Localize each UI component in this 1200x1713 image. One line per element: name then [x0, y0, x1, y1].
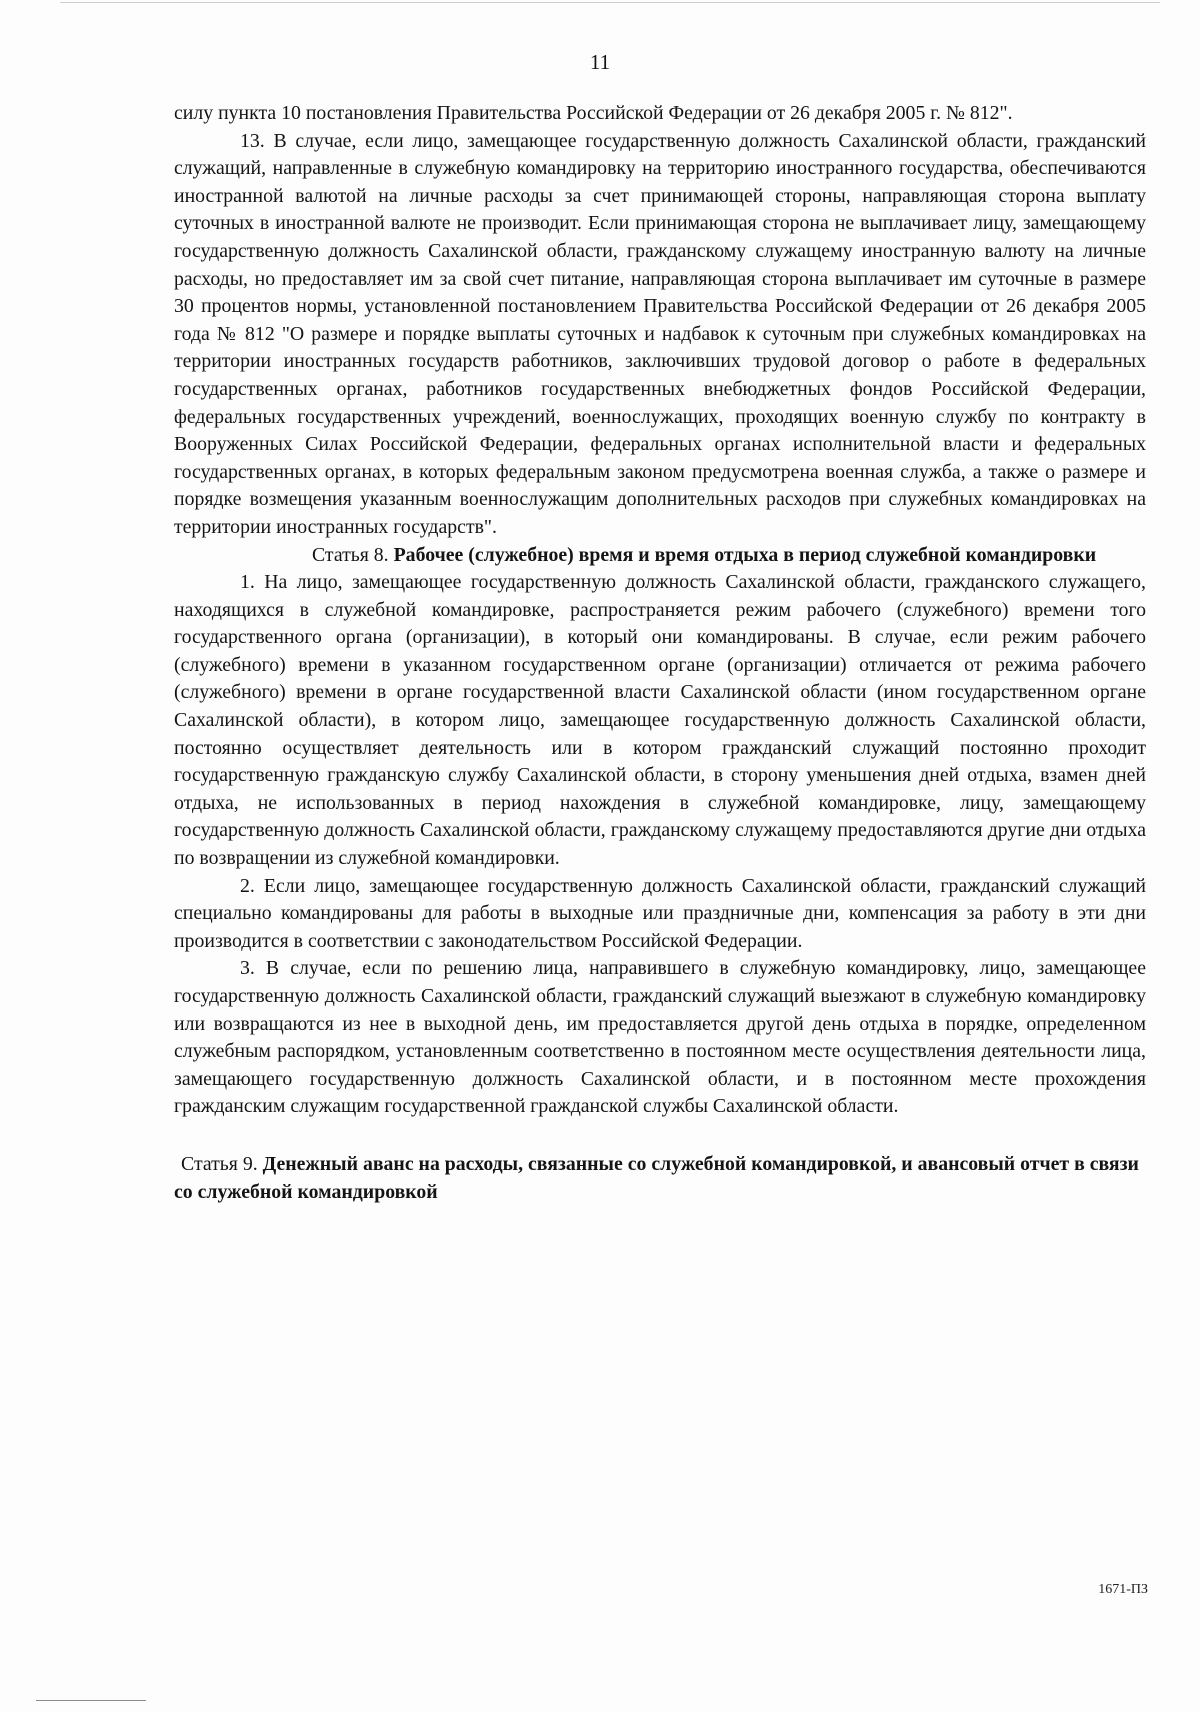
top-edge-line	[60, 2, 1160, 3]
page-number: 11	[589, 50, 611, 74]
article-8-number: Статья 8.	[312, 543, 389, 566]
bottom-edge-line	[36, 1700, 146, 1701]
article-8-paragraph-3: 3. В случае, если по решению лица, направившего в служебную командировку, лицо, замещающее государственную должность Сахалинской области, гражданский служащий выезжают в служебную командировку или возвращаются из нее в выходной день, им предоставляется другой день отдыха в порядке, определенном служебным распорядком, установленным соответственно в постоянном месте осуществления деятельности лица, замещающего государственную должность Сахалинской области, и в постоянном месте прохождения гражданским служащим государственной гражданской службы Сахалинской области.	[174, 957, 1146, 1118]
article-8-title: Рабочее (служебное) время и время отдыха в период служебной командировки	[393, 543, 1097, 566]
footer-document-code: 1671-ПЗ	[1098, 1582, 1148, 1597]
article-8-paragraph-2: 2. Если лицо, замещающее государственную должность Сахалинской области, гражданский служащий специально командированы для работы в выходные или праздничные дни, компенсация за работу в эти дни производится в соответствии с законодательством Российской Федерации.	[174, 874, 1146, 952]
document-body	[174, 100, 1146, 1206]
article-9-title: Денежный аванс на расходы, связанные со служебной командировкой, и авансовый отчет в связи со служебной командировкой	[174, 1152, 1139, 1203]
article-8-paragraph-1: 1. На лицо, замещающее государственную должность Сахалинской области, гражданского служащего, находящихся в служебной командировке, распространяется режим рабочего (служебного) времени того государственного органа (организации), в который они командированы. В случае, если режим рабочего (служебного) времени в указанном государственном органе (организации) отличается от режима рабочего (служебного) времени в органе государственной власти Сахалинской области (ином государственном органе Сахалинской области), в котором лицо, замещающее государственную должность Сахалинской области, постоянно осуществляет деятельность или в котором гражданский служащий постоянно проходит государственную гражданскую службу Сахалинской области, в сторону уменьшения дней отдыха, взамен дней отдыха, не использованных в период нахождения в служебной командировке, лицу, замещающему государственную должность Сахалинской области, гражданскому служащему предоставляются другие дни отдыха по возвращении из служебной командировки.	[174, 571, 1146, 870]
article-8-heading	[174, 542, 1146, 570]
article-9-number: Статья 9.	[181, 1152, 258, 1175]
article-9-heading	[174, 1151, 1146, 1206]
paragraph-continuation: силу пункта 10 постановления Правительства Российской Федерации от 26 декабря 2005 г. № 812".	[174, 102, 1013, 124]
paragraph-13: 13. В случае, если лицо, замещающее государственную должность Сахалинской области, гражданский служащий, направленные в служебную командировку на территорию иностранного государства, обеспечиваются иностранной валютой на личные расходы за счет принимающей стороны, направляющая сторона выплату суточных в иностранной валюте не производит. Если принимающая сторона не выплачивает лицу, замещающему государственную должность Сахалинской области, гражданскому служащему иностранную валюту на личные расходы, но предоставляет им за свой счет питание, направляющая сторона выплачивает им суточные в размере 30 процентов нормы, установленной постановлением Правительства Российской Федерации от 26 декабря 2005 года № 812 "О размере и порядке выплаты суточных и надбавок к суточным при служебных командировках на территории иностранных государств работников, заключивших трудовой договор о работе в федеральных государственных органах, работников государственных внебюджетных фондов Российской Федерации, федеральных государственных учреждений, военнослужащих, проходящих военную службу по контракту в Вооруженных Силах Российской Федерации, федеральных органах исполнительной власти и федеральных государственных органах, в которых федеральным законом предусмотрена военная служба, а также о размере и порядке возмещения указанным военнослужащим дополнительных расходов при служебных командировках на территории иностранных государств".	[174, 129, 1146, 538]
